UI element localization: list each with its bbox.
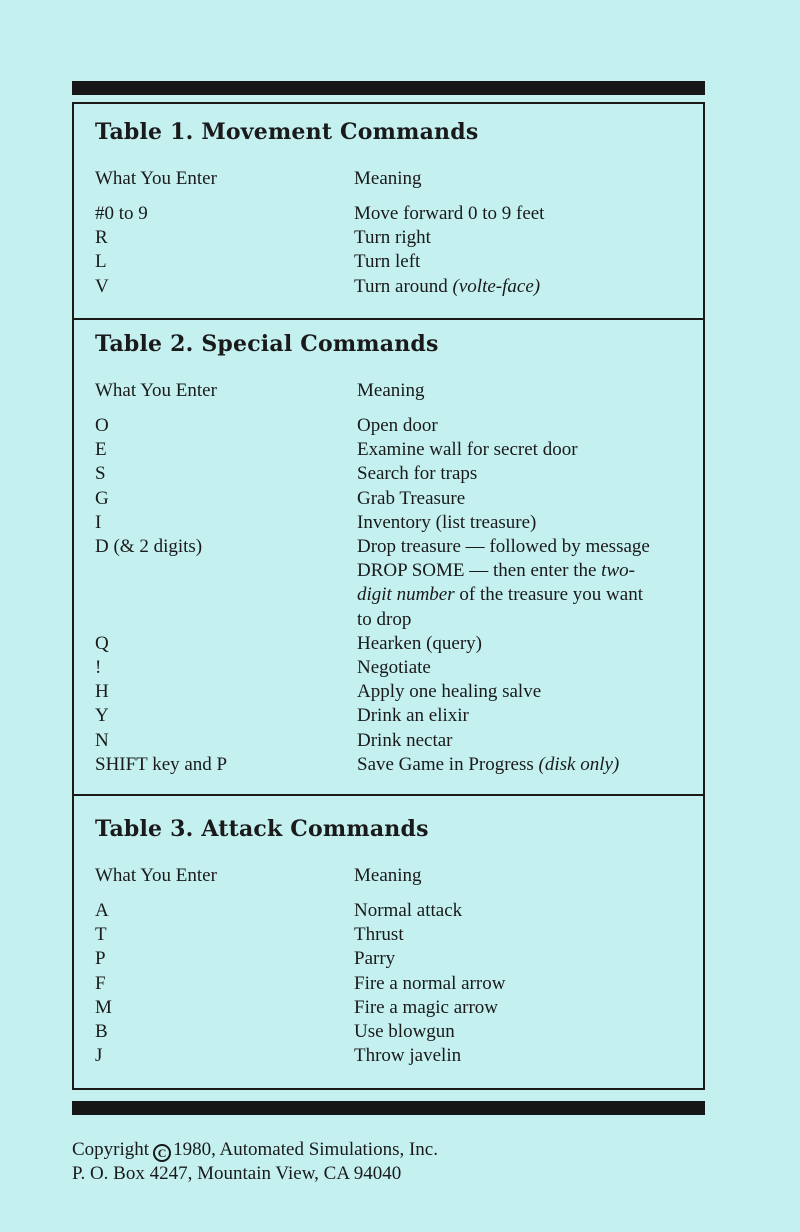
copyright-symbol-icon: C bbox=[153, 1144, 171, 1162]
command-key: O bbox=[95, 415, 109, 436]
table-row bbox=[95, 996, 695, 1020]
table-row bbox=[95, 899, 695, 923]
table-row bbox=[95, 511, 695, 535]
meaning-text: Move forward 0 to 9 feet bbox=[354, 203, 545, 224]
command-key: #0 to 9 bbox=[95, 203, 148, 224]
command-key: J bbox=[95, 1045, 103, 1067]
table-row bbox=[95, 729, 695, 753]
table-row bbox=[95, 753, 695, 777]
command-key: A bbox=[95, 900, 109, 921]
table-row bbox=[95, 656, 695, 680]
copyright-prefix: Copyright bbox=[72, 1139, 150, 1160]
command-key: I bbox=[95, 511, 102, 533]
table-row bbox=[95, 275, 695, 299]
table-row bbox=[95, 462, 695, 486]
command-meaning bbox=[354, 996, 679, 1020]
table-row bbox=[95, 972, 695, 996]
meaning-text: Turn left bbox=[354, 251, 421, 273]
command-meaning bbox=[354, 250, 679, 274]
table-title: Table 1. Movement Commands bbox=[95, 119, 479, 145]
meaning-text: Use blowgun bbox=[354, 1021, 455, 1043]
command-meaning bbox=[357, 487, 682, 511]
table-row bbox=[95, 414, 695, 438]
table-row bbox=[95, 680, 695, 704]
command-key: M bbox=[95, 996, 112, 1018]
table-row bbox=[95, 632, 695, 656]
command-meaning bbox=[354, 947, 679, 971]
command-key: S bbox=[95, 463, 106, 485]
command-meaning bbox=[357, 632, 682, 656]
copyright-line bbox=[72, 1138, 438, 1162]
command-key: E bbox=[95, 439, 107, 461]
command-meaning bbox=[354, 202, 679, 226]
command-key: ! bbox=[95, 657, 102, 679]
meaning-text: Examine wall for secret door bbox=[357, 439, 578, 461]
table-row bbox=[95, 535, 695, 632]
table-row bbox=[95, 1020, 695, 1044]
meaning-text: Turn around bbox=[354, 275, 453, 297]
address-line: P. O. Box 4247, Mountain View, CA 94040 bbox=[72, 1163, 402, 1184]
table-title: Table 2. Special Commands bbox=[95, 331, 439, 357]
special-commands-table bbox=[95, 329, 695, 777]
command-key: L bbox=[95, 251, 107, 273]
command-key: H bbox=[95, 681, 109, 703]
table-rows bbox=[95, 414, 695, 777]
command-meaning bbox=[354, 275, 679, 299]
command-meaning: Drop treasure — followed by message DROP SOME — then enter the two- digit number of the treasure you want to drop bbox=[357, 536, 650, 630]
command-meaning bbox=[357, 753, 682, 777]
command-meaning bbox=[357, 680, 682, 704]
meaning-text: Turn right bbox=[354, 227, 431, 249]
meaning-text: Drink nectar bbox=[357, 729, 453, 751]
command-meaning bbox=[357, 704, 682, 728]
command-key: F bbox=[95, 972, 106, 994]
command-key: P bbox=[95, 948, 106, 970]
column-header-meaning: Meaning bbox=[354, 168, 422, 189]
meaning-text: Grab Treasure bbox=[357, 487, 466, 509]
table-rows bbox=[95, 899, 695, 1068]
meaning-text: Fire a magic arrow bbox=[354, 996, 499, 1018]
meaning-text: Apply one healing salve bbox=[357, 681, 542, 703]
command-meaning bbox=[354, 972, 679, 996]
meaning-text: Save Game in Progress bbox=[357, 753, 539, 775]
table-row bbox=[95, 923, 695, 947]
meaning-text: Normal attack bbox=[354, 900, 463, 921]
table-header-row bbox=[95, 379, 695, 403]
table-row bbox=[95, 487, 695, 511]
command-meaning bbox=[354, 1044, 679, 1068]
command-key: B bbox=[95, 1021, 108, 1043]
meaning-text: Negotiate bbox=[357, 657, 431, 679]
meaning-text: Parry bbox=[354, 948, 396, 970]
table-header-row bbox=[95, 167, 695, 191]
meaning-note: (disk only) bbox=[538, 753, 620, 775]
top-rule-bar bbox=[72, 81, 705, 95]
command-key: SHIFT key and P bbox=[95, 753, 228, 775]
command-meaning bbox=[354, 899, 679, 923]
table-row bbox=[95, 202, 695, 226]
column-header-enter: What You Enter bbox=[95, 380, 217, 401]
command-key: Q bbox=[95, 632, 109, 654]
command-meaning bbox=[357, 462, 682, 486]
column-header-meaning: Meaning bbox=[354, 865, 422, 886]
command-key: T bbox=[95, 924, 107, 946]
command-meaning bbox=[357, 511, 682, 535]
command-meaning bbox=[357, 414, 682, 438]
table-divider bbox=[72, 318, 705, 320]
meaning-text: Open door bbox=[357, 415, 438, 436]
meaning-text: Hearken (query) bbox=[357, 632, 483, 654]
command-key: N bbox=[95, 729, 109, 751]
meaning-text: Drink an elixir bbox=[357, 705, 469, 727]
table-rows bbox=[95, 202, 695, 299]
table-row bbox=[95, 704, 695, 728]
command-meaning bbox=[357, 729, 682, 753]
meaning-text: Fire a normal arrow bbox=[354, 972, 506, 994]
movement-commands-table bbox=[95, 117, 695, 299]
meaning-text: Throw javelin bbox=[354, 1045, 462, 1067]
copyright-text: 1980, Automated Simulations, Inc. bbox=[173, 1139, 438, 1160]
column-header-enter: What You Enter bbox=[95, 168, 217, 189]
table-divider bbox=[72, 794, 705, 796]
meaning-text: Inventory (list treasure) bbox=[357, 511, 537, 533]
table-row bbox=[95, 438, 695, 462]
command-key: Y bbox=[95, 705, 109, 727]
command-key: R bbox=[95, 227, 108, 249]
table-row bbox=[95, 947, 695, 971]
meaning-text: Search for traps bbox=[357, 463, 478, 485]
copyright-notice bbox=[72, 1138, 438, 1185]
command-key: D (& 2 digits) bbox=[95, 536, 203, 558]
meaning-text: Thrust bbox=[354, 924, 404, 946]
command-meaning bbox=[357, 656, 682, 680]
command-meaning bbox=[354, 1020, 679, 1044]
table-row bbox=[95, 250, 695, 274]
attack-commands-table bbox=[95, 814, 695, 1068]
command-meaning bbox=[354, 923, 679, 947]
command-meaning bbox=[357, 438, 682, 462]
column-header-enter: What You Enter bbox=[95, 865, 217, 886]
table-title: Table 3. Attack Commands bbox=[95, 816, 429, 842]
command-meaning bbox=[354, 226, 679, 250]
meaning-note: (volte-face) bbox=[452, 275, 541, 297]
table-row bbox=[95, 226, 695, 250]
table-row bbox=[95, 1044, 695, 1068]
command-key: G bbox=[95, 487, 109, 509]
bottom-rule-bar bbox=[72, 1101, 705, 1115]
column-header-meaning: Meaning bbox=[357, 380, 425, 401]
command-key: V bbox=[95, 275, 109, 297]
table-header-row bbox=[95, 864, 695, 888]
